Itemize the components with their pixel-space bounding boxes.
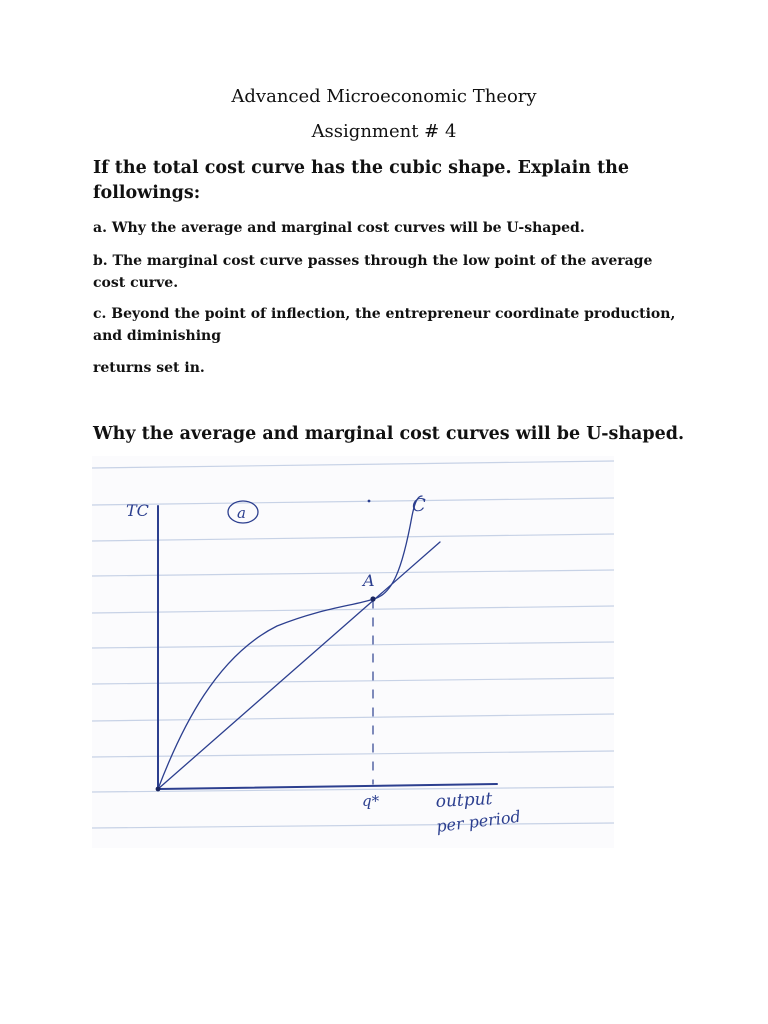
section-heading: Why the average and marginal cost curves will be U-shaped. xyxy=(93,424,685,444)
x-axis-label-line2: per period xyxy=(435,806,522,836)
point-label: A xyxy=(363,571,375,590)
document-title: Advanced Microeconomic Theory xyxy=(231,86,537,107)
point-a-dot xyxy=(370,596,375,601)
stray-dot xyxy=(368,500,371,503)
panel-label: a xyxy=(237,504,246,522)
origin-dot xyxy=(156,787,161,792)
item-a: a. Why the average and marginal cost curves will be U-shaped. xyxy=(93,220,585,236)
item-c-continued: returns set in. xyxy=(93,360,205,376)
assignment-number: Assignment # 4 xyxy=(311,121,457,142)
x-axis-label-line1: output xyxy=(435,789,493,812)
item-b: b. The marginal cost curve passes through the low point of the average cost curve. xyxy=(93,253,653,291)
item-c: c. Beyond the point of inflection, the entrepreneur coordinate production, and diminishing xyxy=(93,306,676,344)
curve-label: C xyxy=(412,495,426,516)
question-text: If the total cost curve has the cubic shape. Explain the followings: xyxy=(93,158,630,203)
axis-label-y: TC xyxy=(126,501,149,520)
x-mark-label: q* xyxy=(362,792,380,810)
handwritten-cost-sketch xyxy=(92,456,614,848)
